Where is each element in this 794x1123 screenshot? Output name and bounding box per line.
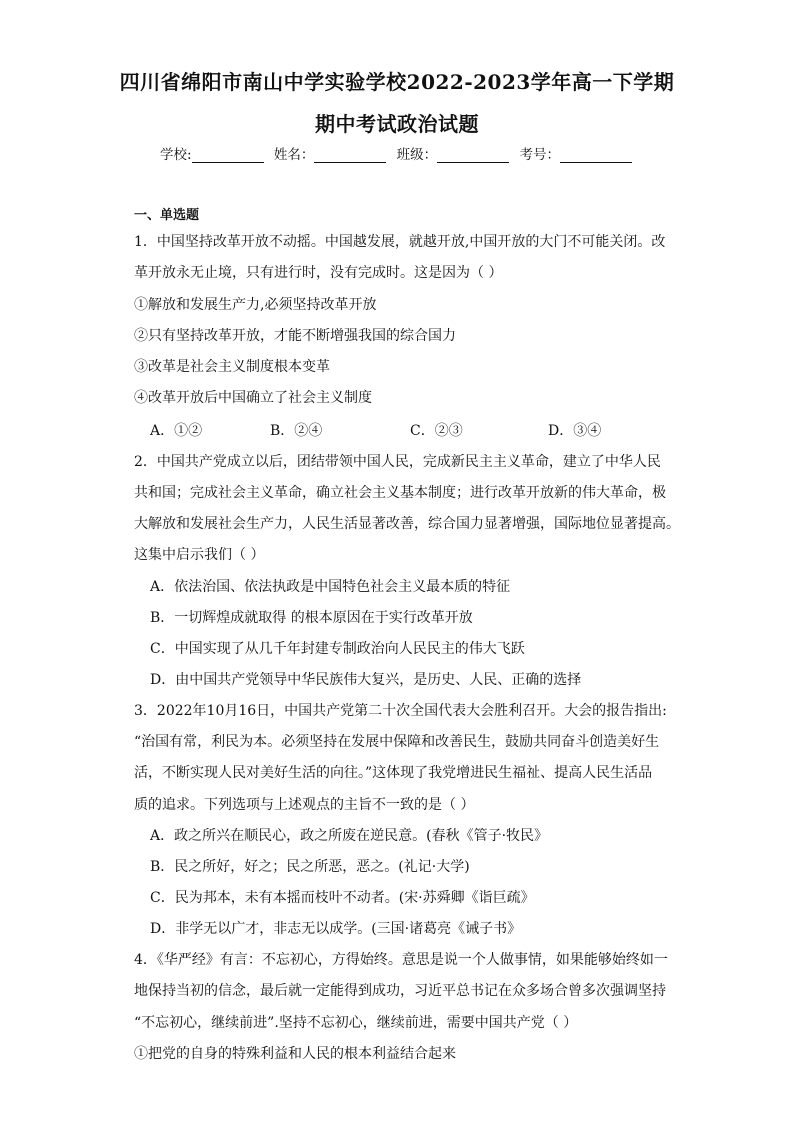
q1-statement-1: ①解放和发展生产力,必须坚持改革开放: [134, 297, 377, 313]
q3-stem-line3: 活，不断实现人民对美好生活的向往。”这体现了我党增进民生福祉、提高人民生活品: [134, 765, 653, 781]
q1-option-a[interactable]: A．①②: [150, 423, 203, 439]
q3-option-a[interactable]: A．政之所兴在顺民心，政之所废在逆民意。(春秋《管子·牧民》: [150, 828, 549, 844]
q2-option-b[interactable]: B．一切辉煌成就取得 的根本原因在于实行改革开放: [150, 610, 473, 626]
q4-stem-line3: “不忘初心，继续前进”.坚持不忘初心，继续前进，需要中国共产党（ ）: [134, 1015, 578, 1031]
q1-statement-2: ②只有坚持改革开放，才能不断增强我国的综合国力: [134, 328, 456, 344]
q2-stem-line3: 大解放和发展社会生产力，人民生活显著改善，综合国力显著增强，国际地位显著提高。: [134, 516, 680, 532]
q1-option-d[interactable]: D．③④: [548, 423, 602, 439]
q1-option-b[interactable]: B．②④: [270, 423, 323, 439]
q1-statement-4: ④改革开放后中国确立了社会主义制度: [134, 390, 372, 406]
student-info-row: [0, 143, 794, 163]
q4-stem-line2: 地保持当初的信念，最后就一定能得到成功，习近平总书记在众多场合曾多次强调坚持: [134, 983, 666, 999]
q2-option-c[interactable]: C．中国实现了从几千年封建专制政治向人民民主的伟大飞跃: [150, 641, 525, 657]
q3-stem-line1: 3．2022年10月16日，中国共产党第二十次全国代表大会胜利召开。大会的报告指出:: [134, 703, 667, 719]
name-blank: [314, 148, 386, 163]
exam-no-blank: [560, 148, 632, 163]
q3-stem-line2: “治国有常，利民为本。必须坚持在发展中保障和改善民生，鼓励共同奋斗创造美好生: [134, 734, 660, 750]
q4-stem-line1: 4．《华严经》有言：不忘初心，方得始终。意思是说一个人做事情，如果能够始终如一: [134, 952, 668, 968]
name-label: 姓名：: [273, 147, 315, 163]
class-label: 班级：: [396, 147, 438, 163]
class-blank: [437, 148, 509, 163]
q3-stem-line4: 质的追求。下列选项与上述观点的主旨不一致的是（ ）: [134, 797, 475, 813]
q2-stem-line4: 这集中启示我们（ ）: [134, 547, 265, 563]
school-blank: [192, 148, 264, 163]
q4-statement-1: ①把党的自身的特殊利益和人民的根本利益结合起来: [134, 1046, 456, 1062]
q1-option-c[interactable]: C．②③: [410, 423, 463, 439]
q3-option-d[interactable]: D．非学无以广才，非志无以成学。(三国·诸葛亮《诫子书》: [150, 921, 522, 937]
q2-option-d[interactable]: D．由中国共产党领导中华民族伟大复兴，是历史、人民、正确的选择: [150, 672, 582, 688]
exam-title-line2: 期中考试政治试题: [315, 112, 479, 136]
q2-stem-line1: 2．中国共产党成立以后，团结带领中国人民，完成新民主主义革命，建立了中华人民: [134, 454, 661, 470]
q3-option-b[interactable]: B．民之所好，好之；民之所恶，恶之。(礼记·大学): [150, 859, 470, 875]
q2-option-a[interactable]: A．依法治国、依法执政是中国特色社会主义最本质的特征: [150, 579, 511, 595]
q2-stem-line2: 共和国；完成社会主义革命，确立社会主义基本制度；进行改革开放新的伟大革命，极: [134, 485, 666, 501]
q3-option-c[interactable]: C．民为邦本，未有本摇而枝叶不动者。(宋·苏舜卿《诣巨疏》: [150, 890, 535, 906]
q1-stem-line2: 革开放永无止境，只有进行时，没有完成时。这是因为（ ）: [134, 265, 503, 281]
section-title: 一、单选题: [134, 208, 200, 223]
q1-statement-3: ③改革是社会主义制度根本变革: [134, 359, 330, 375]
exam-no-label: 考号：: [519, 147, 560, 163]
q1-stem-line1: 1．中国坚持改革开放不动摇。中国越发展，就越开放,中国开放的大门不可能关闭。改: [134, 234, 666, 250]
exam-title-line1: 四川省绵阳市南山中学实验学校2022-2023学年高一下学期: [119, 70, 675, 94]
school-label: 学校:: [160, 147, 192, 163]
